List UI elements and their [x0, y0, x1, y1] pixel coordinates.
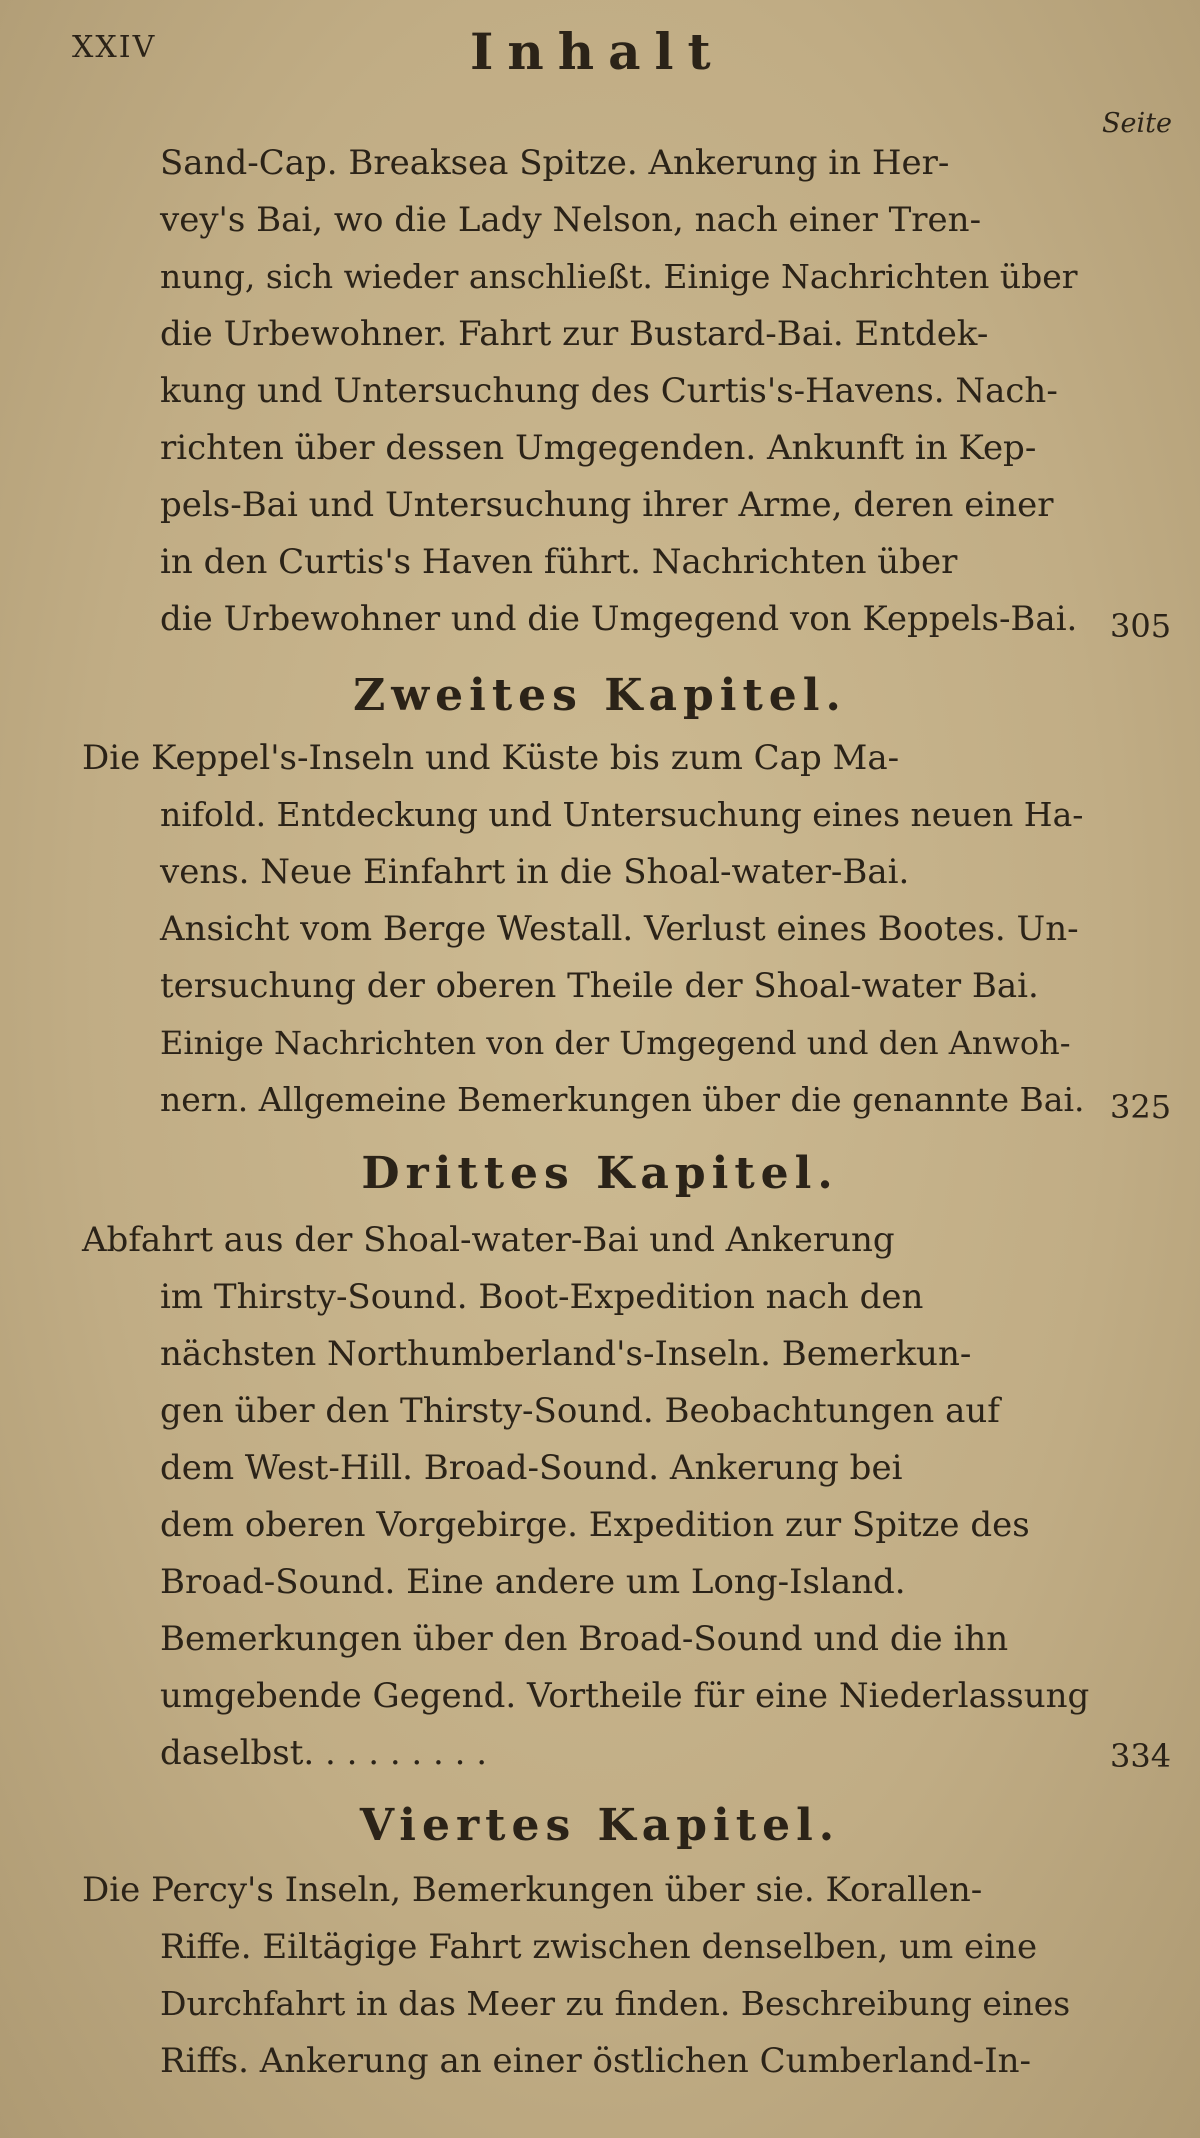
running-title: Inhalt: [470, 22, 725, 81]
toc-line: vey's Bai, wo die Lady Nelson, nach einer Tren-: [160, 200, 982, 240]
page-number: XXIV: [72, 30, 157, 65]
chapter-heading: Drittes Kapitel.: [361, 1148, 839, 1199]
toc-line: vens. Neue Einfahrt in die Shoal-water-Bai.: [160, 852, 910, 892]
chapter-heading: Viertes Kapitel.: [359, 1800, 841, 1851]
column-label-seite: Seite: [1102, 108, 1172, 139]
page-header: [0, 22, 1200, 92]
toc-line: in den Curtis's Haven führt. Nachrichten über: [160, 542, 958, 582]
toc-line: Die Percy's Inseln, Bemerkungen über sie. Korallen-: [82, 1870, 983, 1910]
toc-line: Sand-Cap. Breaksea Spitze. Ankerung in Her-: [160, 143, 950, 183]
toc-line: dem oberen Vorgebirge. Expedition zur Spitze des: [160, 1505, 1030, 1545]
toc-line: umgebende Gegend. Vortheile für eine Niederlassung: [160, 1676, 1090, 1716]
toc-line: Abfahrt aus der Shoal-water-Bai und Ankerung: [82, 1220, 895, 1260]
toc-line: die Urbewohner und die Umgegend von Keppels-Bai.: [160, 599, 1078, 639]
toc-line: Bemerkungen über den Broad-Sound und die ihn: [160, 1619, 1009, 1659]
toc-line: nern. Allgemeine Bemerkungen über die genannte Bai.: [160, 1080, 1085, 1119]
toc-line: nung, sich wieder anschließt. Einige Nachrichten über: [160, 257, 1078, 296]
toc-line: Durchfahrt in das Meer zu finden. Beschreibung eines: [160, 1984, 1071, 2023]
toc-line: Einige Nachrichten von der Umgegend und den Anwoh-: [160, 1024, 1071, 1062]
page-reference: 305: [1110, 607, 1172, 645]
toc-line: Riffe. Eiltägige Fahrt zwischen denselben, um eine: [160, 1927, 1038, 1967]
toc-line: dem West-Hill. Broad-Sound. Ankerung bei: [160, 1448, 903, 1488]
toc-line: tersuchung der oberen Theile der Shoal-water Bai.: [160, 966, 1039, 1006]
page-reference: 334: [1110, 1737, 1172, 1775]
toc-line: Die Keppel's-Inseln und Küste bis zum Cap Ma-: [82, 738, 900, 778]
toc-line: kung und Untersuchung des Curtis's-Havens. Nach-: [160, 371, 1058, 411]
toc-line: nifold. Entdeckung und Untersuchung eines neuen Ha-: [160, 795, 1084, 834]
toc-line: daselbst. . . . . . . . .: [160, 1733, 488, 1773]
toc-line: richten über dessen Umgegenden. Ankunft in Kep-: [160, 428, 1037, 468]
toc-line: im Thirsty-Sound. Boot-Expedition nach den: [160, 1277, 924, 1317]
toc-line: nächsten Northumberland's-Inseln. Bemerkun-: [160, 1334, 972, 1374]
toc-line: Ansicht vom Berge Westall. Verlust eines Bootes. Un-: [160, 909, 1079, 949]
toc-line: Riffs. Ankerung an einer östlichen Cumberland-In-: [160, 2041, 1032, 2081]
toc-line: die Urbewohner. Fahrt zur Bustard-Bai. Entdek-: [160, 314, 989, 354]
toc-line: pels-Bai und Untersuchung ihrer Arme, deren einer: [160, 485, 1054, 525]
toc-line: Broad-Sound. Eine andere um Long-Island.: [160, 1562, 906, 1602]
page-reference: 325: [1110, 1088, 1172, 1126]
chapter-heading: Zweites Kapitel.: [353, 670, 847, 721]
toc-line: gen über den Thirsty-Sound. Beobachtungen auf: [160, 1391, 1000, 1431]
